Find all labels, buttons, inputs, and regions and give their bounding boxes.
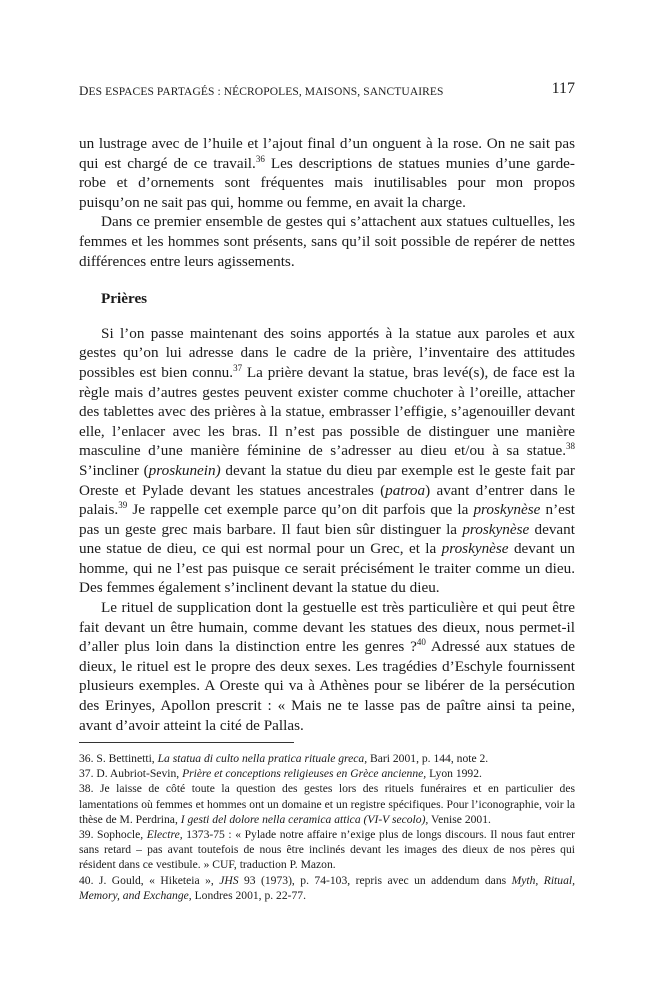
footnote-divider xyxy=(79,742,294,743)
footnotes xyxy=(79,751,575,903)
footnote-ref-39: 39 xyxy=(118,500,128,511)
footnote-40: 40. J. Gould, « Hiketeia », JHS 93 (1973), p. 74-103, repris avec un addendum dans Myth, Ritual, Memory, and Exchange, Londres 2001, p. 22-77. xyxy=(79,873,575,902)
footnote-37: 37. D. Aubriot-Sevin, Prière et conceptions religieuses en Grèce ancienne, Lyon 1992. xyxy=(79,767,482,781)
page-number: 117 xyxy=(551,80,575,97)
footnote-ref-40: 40 xyxy=(416,637,426,648)
running-title: DES ESPACES PARTAGÉS : NÉCROPOLES, MAISONS, SANCTUAIRES xyxy=(79,83,444,98)
running-header xyxy=(79,80,575,104)
paragraph-2: Dans ce premier ensemble de gestes qui s’attachent aux statues cultuelles, les femmes et les hommes sont présents, sans qu’il soit possible de repérer de nettes différences entre leurs agissements. xyxy=(79,213,575,270)
footnote-38: 38. Je laisse de côté toute la question des gestes lors des rituels funéraires et en particulier des lamentations où femmes et hommes ont un domaine et un registre spécifiques. Pour l’iconographie, voir la thèse de M. Perdrina, I gesti del dolore nella ceramica attica (VI-V secolo), Venise 2001. xyxy=(79,782,575,826)
main-text xyxy=(79,134,575,735)
footnote-ref-38: 38 xyxy=(566,441,575,452)
footnote-ref-37: 37 xyxy=(233,362,243,373)
paragraph-3: Si l’on passe maintenant des soins apportés à la statue aux paroles et aux gestes qu’on lui adresse dans le cadre de la prière, l’inventaire des attitudes possibles est bien connu.$^{37}$ La prière devant la statue, bras levé(s), de face est la règle mais d’autres gestes peuvent exister comme chuchoter à l’oreille, attacher des tablettes avec des prières à la statue, embrasser l’effigie, s’agenouiller devant elle, l’enlacer avec les bras. Il n’est pas possible de distinguer une manière masculine d’une manière féminine de s’adresser au dieu et/ou à sa statue.$^{38}$ S’incliner (proskunein) devant la statue du dieu par exemple est le geste fait par Oreste et Pylade devant les statues ancestrales (patroa) avant d’entrer dans le palais.$^{39}$ Je rappelle cet exemple parce qu’on dit parfois que la proskynèse n’est pas un geste grec mais barbare. Il faut bien sûr distinguer la proskynèse devant une statue de dieu, ce qui est normal pour un Grec, et la proskynèse devant un homme, qui ne l’est pas puisque ce serait précisément le traiter comme un dieu. Des femmes également s’inclinent devant la statue du dieu. xyxy=(79,324,576,597)
paragraph-1: un lustrage avec de l’huile et l’ajout final d’un onguent à la rose. On ne sait pas qui est chargé de ce travail.$^{36}$ Les descriptions de statues munies d’une garde-robe et d’ornements sont fréquentes mais inutilisables pour mon propos puisqu’on ne sait pas qui, homme ou femme, en avait la charge. xyxy=(79,135,575,211)
footnote-ref-36: 36 xyxy=(255,153,265,164)
paragraph-4: Le rituel de supplication dont la gestuelle est très particulière et qui peut être fait devant un être humain, comme devant les statues des dieux, nous permet-il d’aller plus loin dans la distinction entre les genres ?$^{40}$ Adressé aux statues de dieux, le rituel est le propre des deux sexes. Les tragédies d’Eschyle fournissent plusieurs exemples. A Oreste qui va à Athènes pour se libérer de la persécution des Erinyes, Apollon prescrit : « Mais ne te lasse pas de paître ainsi ta peine, avant d’avoir atteint la cité de Pallas. xyxy=(79,599,575,734)
footnote-39: 39. Sophocle, Electre, 1373-75 : « Pylade notre affaire n’exige plus de longs discours. Il nous faut entrer sans retard – pas avant toutefois de nous être inclinés devant les images des dieux de nos pères qui résident dans ce vestibule. » CUF, traduction P. Mazon. xyxy=(79,828,575,872)
section-heading: Prières xyxy=(101,290,148,308)
footnote-36: 36. S. Bettinetti, La statua di culto nella pratica rituale greca, Bari 2001, p. 144, note 2. xyxy=(79,752,489,765)
